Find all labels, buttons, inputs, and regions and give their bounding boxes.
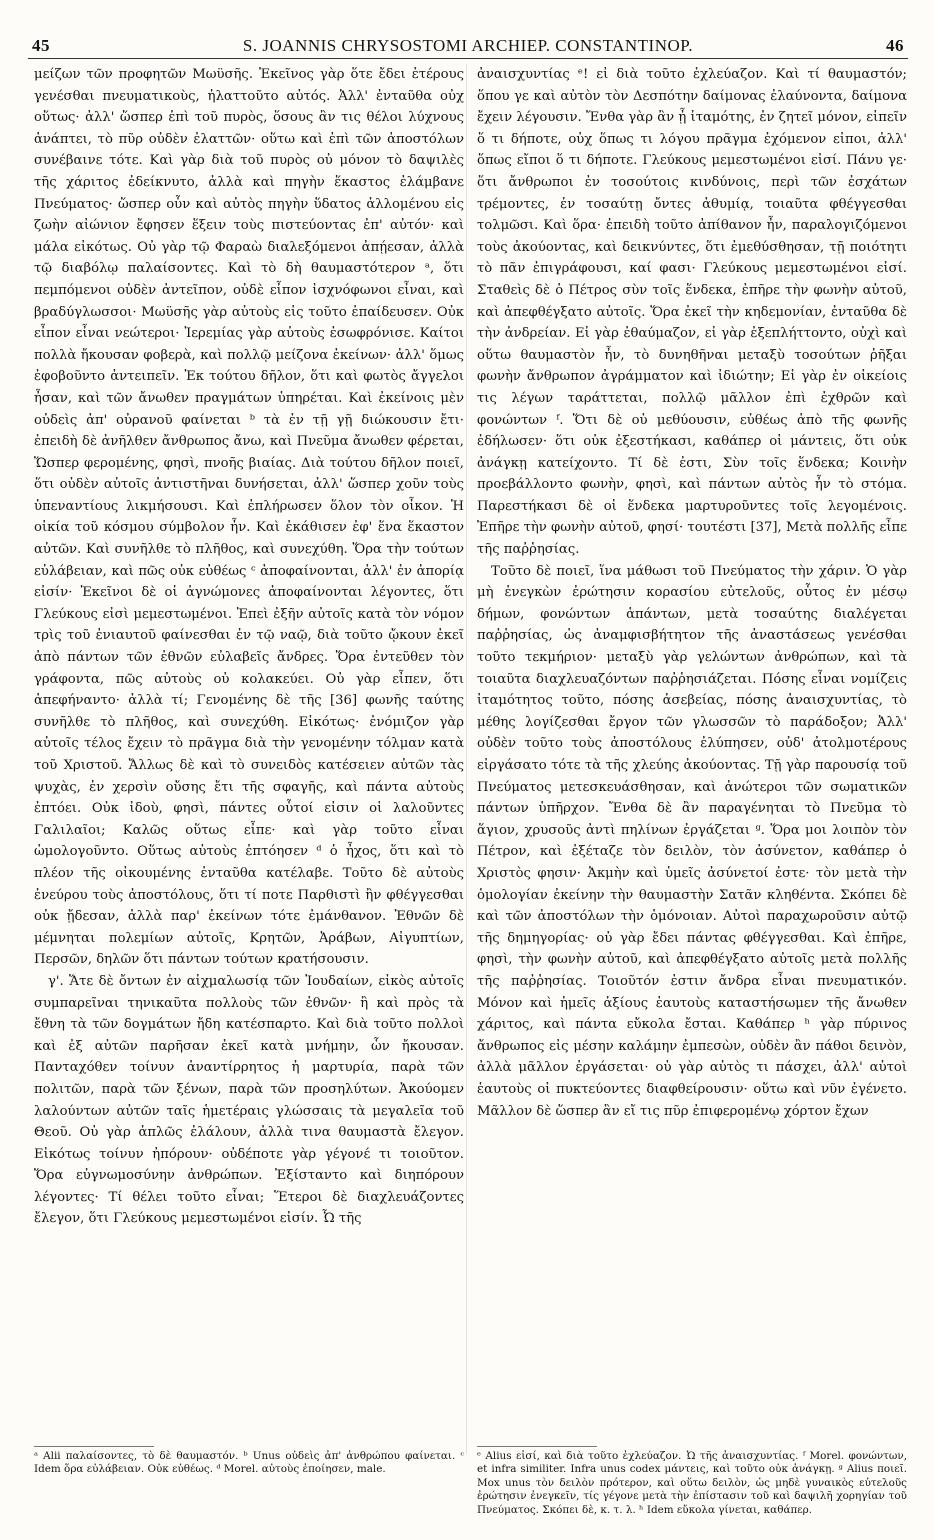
right-paragraph-1: ἀναισχυντίας ᵉ! εἰ διὰ τοῦτο ἐχλεύαζον. Καὶ τί θαυμαστόν; ὅπου γε καὶ αὐτὸν τὸν Δεσπότην δαίμονας ἐλαύνοντα, δαίμονα ἔχειν λέγουσιν. Ἔνθα γὰρ ἂν ᾖ ἰταμότης, ἐν ζητεῖ μόνον, εἰπεῖν ὅ τι δήποτε, οὐχ ὅπως τι λόγου πρᾶγμα ἐχόμενον εἰποι, ἀλλ' ὅπως εἴποι ὅ τι δήποτε. Γλεύκους μεμεστωμένοι εἰσί. Πάνυ γε· ὅτι ἄνθρωποι ἐν τοσούτοις κινδύνοις, περὶ τῶν ἐσχάτων τρέμοντες, ἐν τοσαύτῃ ὄντες ἀθυμίᾳ, τοιαῦτα φθέγγεσθαι τολμῶσι. Καὶ ὅρα· ἐπειδὴ τοῦτο ἀπίθανον ἦν, παραλογιζόμενοι τοὺς ἀκούοντας, καὶ δεικνύντες, ὅτι ἐμεθύσθησαν, τῇ ποιότητι τὸ πᾶν ἐπιγράφουσι, καί φασι· Γλεύκους μεμεστωμένοι εἰσί. Σταθεὶς δὲ ὁ Πέτρος σὺν τοῖς ἕνδεκα, ἐπῆρε τὴν φωνὴν αὐτοῦ, καὶ ἀπεφθέγξατο αὐτοῖς. Ὅρα ἐκεῖ τὴν κηδεμονίαν, ἐνταῦθα δὲ τὴν ἀνδρείαν. Εἰ γὰρ ἐθαύμαζον, εἰ γὰρ ἐξεπλήττοντο, οὐχὶ καὶ οὕτω θαυμαστὸν ἦν, τὸ δυνηθῆναι μεταξὺ τοσούτων ῥῆξαι φωνὴν ἄνθρωπον ἀγράμματον καὶ ἰδιώτην; Εἰ γὰρ ἐν οἰκείοις τις λέγων ταράττεται, πολλῷ μᾶλλον ἐπὶ ἐχθρῶν καὶ φονώντων ᶠ. Ὅτι δὲ οὐ μεθύουσιν, εὐθέως ἀπὸ τῆς φωνῆς ἐδήλωσεν· ὅτι οὐκ ἐξεστήκασι, καθάπερ οἱ μάντεις, ὅτι οὐκ ἀνάγκῃ κατείχοντο. Τί δὲ ἐστι, Σὺν τοῖς ἕνδεκα; Κοινὴν προεβάλλοντο φωνὴν, φησὶ, καὶ πάντων αὐτὸς ἦν τὸ στόμα. Παρεστήκασι δὲ οἱ ἕνδεκα μαρτυροῦντες τοῖς λεγομένοις. Ἐπῆρε τὴν φωνὴν αὐτοῦ, φησί· τουτέστι [37], Μετὰ πολλῆς εἶπε τῆς παῤῥησίας. — [477, 67, 907, 558]
right-column — [477, 64, 907, 1454]
running-header — [28, 32, 908, 60]
left-paragraph-1: μείζων τῶν προφητῶν Μωϋσῆς. Ἐκεῖνος γὰρ ὅτε ἔδει ἑτέρους γενέσθαι πνευματικοὺς, ἠλαττοῦτο αὐτός. Ἀλλ' ἐνταῦθα οὐχ οὕτως· ἀλλ' ὥσπερ ἐπὶ τοῦ πυρὸς, ὅσους ἂν τις θέλοι λύχνους ἀνάπτει, τὸ πῦρ οὐδὲν ἐλαττῶν· οὕτω καὶ ἐπὶ τῶν ἀποστόλων συνέβαινε τότε. Καὶ γὰρ διὰ τοῦ πυρὸς οὐ μόνον τὸ δαψιλὲς τῆς χάριτος ἐδείκνυτο, ἀλλὰ καὶ πηγὴν ἕκαστος ἐλάμβανε Πνεύματος· ὥσπερ οὖν καὶ αὐτὸς πηγὴν ὕδατος ἀλλομένου εἰς ζωὴν αἰώνιον ἔφησεν ἕξειν τοὺς πιστεύοντας ἐπ' αὐτόν· καὶ μάλα εἰκότως. Οὐ γὰρ τῷ Φαραὼ διαλεξόμενοι ἀπῄεσαν, ἀλλὰ τῷ διαβόλῳ παλαίσοντες. Καὶ τὸ δὴ θαυμαστότερον ᵃ, ὅτι πεμπόμενοι οὐδὲν ἀντεῖπον, οὐδὲ εἶπον ἰσχνόφωνοι εἶναι, καὶ βραδύγλωσσοι· Μωϋσῆς γὰρ αὐτοὺς εἰς τοῦτο ἐπαίδευσεν. Οὐκ εἶπον εἶναι νεώτεροι· Ἱερεμίας γὰρ αὐτοὺς ἐσωφρόνισε. Καίτοι πολλὰ ἤκουσαν φοβερὰ, καὶ πολλῷ μείζονα ἐκείνων· ἀλλ' ὅμως ἐφοβοῦντο ἀντειπεῖν. Ἐκ τούτου δῆλον, ὅτι καὶ φωτὸς ἄγγελοι ἦσαν, καὶ τῶν ἄνωθεν πραγμάτων ὑπηρέται. Καὶ ἐκείνοις μὲν οὐδεὶς ἀπ' οὐρανοῦ φαίνεται ᵇ τὰ ἐν τῇ γῇ διώκουσιν ἔτι· ἐπειδὴ δὲ ἀνῆλθεν ἄνθρωπος ἄνω, καὶ Πνεῦμα ἄνωθεν φέρεται, Ὥσπερ φερομένης, φησὶ, πνοῆς βιαίας. Διὰ τούτου δῆλον ποιεῖ, ὅτι οὐδὲν αὐτοῖς ἀντιστῆναι δυνήσεται, ἀλλ' ὥσπερ χοῦν τοὺς ὑπεναντίους λικμήσουσι. Καὶ ἐπλήρωσεν ὅλον τὸν οἶκον. Ἡ οἰκία τοῦ κόσμου σύμβολον ἦν. Καὶ ἐκάθισεν ἐφ' ἕνα ἕκαστον αὐτῶν. Καὶ συνῆλθε τὸ πλῆθος, καὶ συνεχύθη. Ὅρα τὴν τούτων εὐλάβειαν, καὶ πῶς οὐκ εὐθέως ᶜ ἀποφαίνονται, ἀλλ' ἐν ἀπορίᾳ εἰσίν· Ἐκεῖνοι δὲ οἱ ἀγνώμονες ἀποφαίνονται λέγοντες, ὅτι Γλεύκους εἰσὶ μεμεστωμένοι. Ἐπεὶ ἐξῆν αὐτοῖς κατὰ τὸν νόμον τρὶς τοῦ ἐνιαυτοῦ φαίνεσθαι ἐν τῷ ναῷ, διὰ τοῦτο ᾤκουν ἐκεῖ ἀπὸ πάντων τῶν ἐθνῶν εὐλαβεῖς ἄνδρες. Ὅρα ἐντεῦθεν τὸν γράφοντα, πῶς αὐτοὺς οὐ κολακεύει. Οὐ γὰρ εἶπεν, ὅτι ἀπεφήναντο· ἀλλὰ τί; Γενομένης δὲ τῆς [36] φωνῆς ταύτης συνῆλθε τὸ πλῆθος, καὶ συνεχύθη. Εἰκότως· ἐνόμιζον γὰρ αὐτοῖς τέλος ἔχειν τὸ πρᾶγμα διὰ τὴν γενομένην τόλμαν κατὰ τοῦ Χριστοῦ. Ἄλλως δὲ καὶ τὸ συνειδὸς κατέσειεν αὐτῶν τὰς ψυχὰς, ἐν χερσὶν οὔσης ἔτι τῆς σφαγῆς, καὶ πάντα αὐτοὺς ἐπτόει. Οὐκ ἰδοὺ, φησὶ, πάντες οὗτοί εἰσιν οἱ λαλοῦντες Γαλιλαῖοι; Καλῶς οὕτως εἶπε· καὶ γὰρ τοῦτο εἶναι ὡμολογοῦντο. Οὕτως αὐτοὺς ἐπτόησεν ᵈ ὁ ἦχος, ὅτι καὶ τὸ πλέον τῆς οἰκουμένης ἐνταῦθα κατέλαβε. Τοῦτο δὲ αὐτοὺς ἐνεύρου τοὺς ἀποστόλους, ὅτι τί ποτε Παρθιστὶ ἢν φθέγγεσθαι οὐκ ᾔδεσαν, ἀλλὰ παρ' ἐκείνων τότε ἐμάνθανον. Ἐθνῶν δὲ μέμνηται πολεμίων αὐτοῖς, Κρητῶν, Ἀράβων, Αἰγυπτίων, Περσῶν, δηλῶν ὅτι πάντων τούτων κρατήσουσιν. — [34, 67, 464, 968]
footnote-rule-left — [34, 1446, 154, 1447]
left-paragraph-2: γ'. Ἅτε δὲ ὄντων ἐν αἰχμαλωσίᾳ τῶν Ἰουδαίων, εἰκὸς αὐτοῖς συμπαρεῖναι τηνικαῦτα πολλοὺς τῶν ἐθνῶν· ἢ καὶ πρὸς τὰ ἔθνη τὰ τῶν δογμάτων ἤδη κατέσπαρτο. Καὶ διὰ τοῦτο πολλοὶ καὶ ἐξ αὐτῶν παρῆσαν ἐκεῖ κατὰ μνήμην, ὧν ἤκουσαν. Πανταχόθεν τοίνυν ἀναντίρρητος ἡ μαρτυρία, παρὰ τῶν πολιτῶν, παρὰ τῶν ξένων, παρὰ τῶν προσηλύτων. Ἀκούομεν λαλούντων αὐτῶν ταῖς ἡμετέραις γλώσσαις τὰ μεγαλεῖα τοῦ Θεοῦ. Οὐ γὰρ ἁπλῶς ἐλάλουν, ἀλλὰ τινα θαυμαστὰ ἔλεγον. Εἰκότως τοίνυν ἠπόρουν· οὐδέποτε γὰρ γέγονέ τι τοιοῦτον. Ὅρα εὐγνωμοσύνην ἀνθρώπων. Ἐξίσταντο καὶ διηπόρουν λέγοντες· Τί θέλει τοῦτο εἶναι; Ἕτεροι δὲ διαχλευάζοντες ἔλεγον, ὅτι Γλεύκους μεμεστωμένοι εἰσίν. Ὦ τῆς — [34, 973, 464, 1227]
footnotes-right: ᵉ Alius εἰσί, καὶ διὰ τοῦτο ἐχλεύαζον. Ὦ τῆς ἀναισχυντίας. ᶠ Morel. φονώντων, et infra similiter. Infra unus codex μάντεις, καὶ τοῦτο οὐκ ἀνάγκῃ. ᵍ Alius ποιεῖ. Mox unus τὸν δειλὸν πρότερον, καὶ οὕτω δειλὸν, ὡς μηδὲ γυναικὸς εὐτελοῦς ἐρώτησιν ἐνεγκεῖν, τίς γέγονε μετὰ τὴν ἐπίστασιν τοῦ καὶ δαψιλῆ χορηγίαν τοῦ Πνεύματος. Σκόπει δὲ, κ. τ. λ. ʰ Idem εὔκολα γίνεται, καθάπερ. — [477, 1450, 907, 1516]
header-rule — [28, 58, 908, 59]
right-paragraph-2: Τοῦτο δὲ ποιεῖ, ἵνα μάθωσι τοῦ Πνεύματος τὴν χάριν. Ὁ γὰρ μὴ ἐνεγκὼν ἐρώτησιν κορασίου εὐτελοῦς, οὗτος ἐν μέσῳ δήμων, φονώντων ἁπάντων, μετὰ τοσαύτης διαλέγεται παῤῥησίας, ὡς ἀναμφισβήτητον τῆς ἀναστάσεως γενέσθαι τοῦτο τεκμήριον· μεταξὺ γὰρ γελώντων ἀνθρώπων, καὶ τὰ τοιαῦτα διαχλευαζόντων παῤῥησιάζεται. Πόσης εἶναι νομίζεις ἰταμότητος τοῦτο, πόσης ἀσεβείας, πόσης ἀναισχυντίας, τὸ μέθης λογίζεσθαι ἔργον τῶν γλωσσῶν τὸ παράδοξον; Ἀλλ' οὐδὲν τοῦτο τοὺς ἀποστόλους ἐλύπησεν, οὐδ' ἀτολμοτέρους εἰργάσατο τότε τὰ τῆς χλεύης ἀκούοντας. Τῇ γὰρ παρουσίᾳ τοῦ Πνεύματος μετεσκευάσθησαν, καὶ ἀνώτεροι τῶν σωματικῶν πάντων ὑπῆρχον. Ἔνθα δὲ ἂν παραγένηται τὸ Πνεῦμα τὸ ἅγιον, χρυσοῦς ἀντὶ πηλίνων ἐργάζεται ᵍ. Ὅρα μοι λοιπὸν τὸν Πέτρον, καὶ ἐξέταζε τὸν δειλὸν, τὸν ἀσύνετον, καθάπερ ὁ Χριστὸς φησιν· Ἀκμὴν καὶ ὑμεῖς ἀσύνετοί ἐστε· τὸν μετὰ τὴν ὁμολογίαν ἐκείνην τὴν θαυμαστὴν Σατᾶν κληθέντα. Σκόπει δὲ καὶ τῶν ἀποστόλων τὴν ὁμόνοιαν. Αὐτοὶ παραχωροῦσιν αὐτῷ τῆς δημηγορίας· οὐ γὰρ ἔδει πάντας φθέγγεσθαι. Καὶ ἐπῆρε, φησὶ, τὴν φωνὴν αὐτοῦ, καὶ ἀπεφθέγξατο αὐτοῖς μετὰ πολλῆς τῆς παῤῥησίας. Τοιοῦτόν ἐστιν ἄνδρα εἶναι πνευματικόν. Μόνον καὶ ἡμεῖς ἀξίους ἑαυτοὺς καταστήσωμεν τῆς ἄνωθεν χάριτος, καὶ πάντα εὔκολα ἔσται. Καθάπερ ʰ γὰρ πύρινος ἄνθρωπος εἰς μέσην καλάμην ἐμπεσὼν, οὐδὲν ἂν πάθοι δεινὸν, ἀλλὰ μᾶλλον ἐργάσεται· οὐ γὰρ αὐτὸς τι πάσχει, ἀλλ' αὐτοὶ ἑαυτοὺς οἱ πυκτεύοντες διαφθείρουσιν· οὕτω καὶ νῦν ἐγένετο. Μᾶλλον δὲ ὥσπερ ἂν εἴ τις πῦρ ἐπιφερομένῳ χόρτον ἔχων — [477, 563, 907, 1119]
footnotes-left: ᵃ Alii παλαίσοντες, τὸ δὲ θαυμαστόν. ᵇ Unus οὐδεὶς ἀπ' ἀνθρώπου φαίνεται. ᶜ Idem ὅρα εὐλάβειαν. Οὐκ εὐθέως. ᵈ Morel. αὐτοὺς ἐποίησεν, male. — [34, 1450, 464, 1476]
page-number-left: 45 — [32, 36, 50, 55]
running-title: S. JOANNIS CHRYSOSTOMI ARCHIEP. CONSTANTINOP. — [242, 36, 694, 55]
page-number-right: 46 — [886, 36, 904, 55]
left-column — [34, 64, 464, 1454]
footnote-rule-right — [477, 1446, 597, 1447]
column-divider — [466, 64, 467, 1454]
